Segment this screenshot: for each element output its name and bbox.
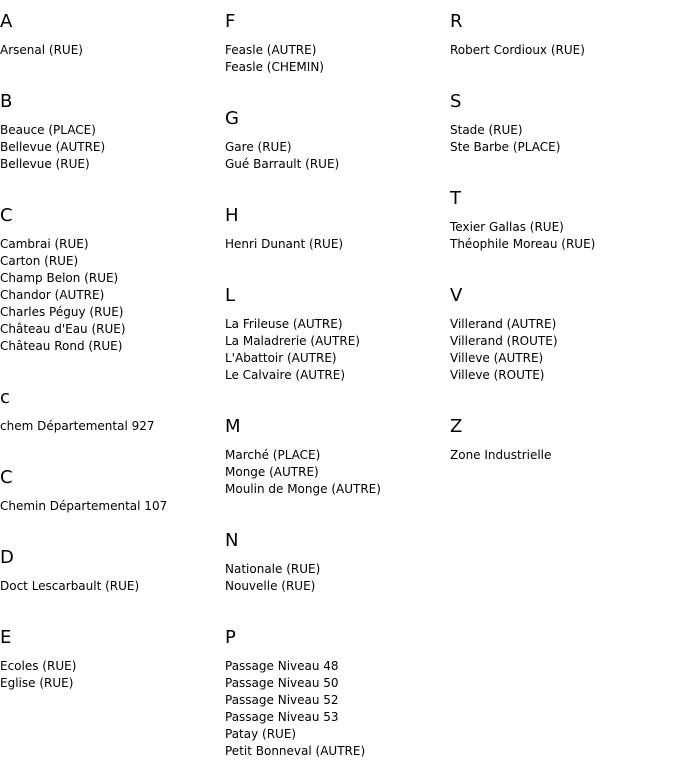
letter-group: [0, 616, 225, 713]
street-entry[interactable]: Charles Péguy (RUE): [0, 305, 124, 319]
street-entry[interactable]: Bellevue (RUE): [0, 157, 90, 171]
street-entry[interactable]: La Frileuse (AUTRE): [225, 317, 343, 331]
street-entry[interactable]: Petit Bonneval (AUTRE): [225, 744, 366, 758]
street-entry[interactable]: Château d'Eau (RUE): [0, 322, 126, 336]
letter-group: [225, 405, 450, 519]
street-list: [450, 316, 675, 405]
street-list: [0, 42, 225, 80]
street-entry[interactable]: Texier Gallas (RUE): [450, 220, 564, 234]
street-entry[interactable]: Moulin de Monge (AUTRE): [225, 482, 381, 496]
letter-group: [225, 519, 450, 616]
street-list: [450, 219, 675, 274]
street-entry[interactable]: Bellevue (AUTRE): [0, 140, 106, 154]
letter-group: [450, 405, 675, 485]
letter-group: [0, 0, 225, 80]
street-entry[interactable]: Le Calvaire (AUTRE): [225, 368, 345, 382]
letter-group: [0, 80, 225, 194]
street-list: [225, 42, 450, 97]
street-list: [225, 236, 450, 274]
letter-heading: V: [450, 285, 463, 306]
letter-group: [225, 274, 450, 405]
index-column-1: [0, 0, 225, 713]
street-entry[interactable]: Feasle (CHEMIN): [225, 60, 324, 74]
street-entry[interactable]: Marché (PLACE): [225, 448, 321, 462]
street-entry[interactable]: chem Départemental 927: [0, 419, 155, 433]
letter-heading: N: [225, 530, 239, 551]
street-list: [0, 418, 225, 456]
street-entry[interactable]: Villeve (AUTRE): [450, 351, 544, 365]
street-entry[interactable]: Zone Industrielle: [450, 448, 552, 462]
street-entry[interactable]: Ecoles (RUE): [0, 659, 77, 673]
letter-heading: H: [225, 205, 239, 226]
street-entry[interactable]: Stade (RUE): [450, 123, 523, 137]
letter-heading: B: [0, 91, 13, 112]
street-entry[interactable]: Carton (RUE): [0, 254, 79, 268]
letter-group: [450, 0, 675, 80]
street-entry[interactable]: Robert Cordioux (RUE): [450, 43, 585, 57]
street-entry[interactable]: Passage Niveau 50: [225, 676, 339, 690]
street-list: [450, 447, 675, 485]
letter-group: [225, 194, 450, 274]
street-entry[interactable]: Nationale (RUE): [225, 562, 321, 576]
letter-heading: M: [225, 416, 241, 437]
letter-group: [0, 536, 225, 616]
letter-heading: P: [225, 627, 236, 648]
letter-group: [450, 80, 675, 177]
street-entry[interactable]: Théophile Moreau (RUE): [450, 237, 596, 251]
street-list: [225, 139, 450, 194]
street-list: [450, 42, 675, 80]
street-entry[interactable]: Villeve (ROUTE): [450, 368, 545, 382]
street-entry[interactable]: Passage Niveau 53: [225, 710, 339, 724]
letter-heading: A: [0, 11, 13, 32]
street-entry[interactable]: Nouvelle (RUE): [225, 579, 316, 593]
street-entry[interactable]: L'Abattoir (AUTRE): [225, 351, 337, 365]
street-list: [225, 316, 450, 405]
street-list: [0, 236, 225, 376]
street-entry[interactable]: Champ Belon (RUE): [0, 271, 119, 285]
street-entry[interactable]: Villerand (AUTRE): [450, 317, 557, 331]
street-entry[interactable]: Patay (RUE): [225, 727, 297, 741]
letter-heading: C: [0, 205, 13, 226]
letter-heading: E: [0, 627, 12, 648]
letter-heading: C: [0, 467, 13, 488]
street-entry[interactable]: Henri Dunant (RUE): [225, 237, 344, 251]
street-entry[interactable]: Chemin Départemental 107: [0, 499, 168, 513]
street-entry[interactable]: Monge (AUTRE): [225, 465, 319, 479]
letter-heading: D: [0, 547, 14, 568]
letter-heading: S: [450, 91, 462, 112]
letter-group: [225, 616, 450, 781]
street-list: [450, 122, 675, 177]
street-entry[interactable]: Ste Barbe (PLACE): [450, 140, 561, 154]
letter-group: [450, 177, 675, 274]
street-entry[interactable]: Arsenal (RUE): [0, 43, 83, 57]
street-entry[interactable]: Gare (RUE): [225, 140, 292, 154]
index-column-3: [450, 0, 675, 485]
letter-heading: L: [225, 285, 236, 306]
letter-heading: Z: [450, 416, 463, 437]
letter-group: [0, 456, 225, 536]
street-entry[interactable]: Château Rond (RUE): [0, 339, 123, 353]
street-entry[interactable]: Passage Niveau 48: [225, 659, 339, 673]
street-list: [225, 561, 450, 616]
letter-group: [0, 194, 225, 376]
street-entry[interactable]: Villerand (ROUTE): [450, 334, 558, 348]
street-list: [225, 447, 450, 519]
street-list: [225, 658, 450, 781]
street-list: [0, 578, 225, 616]
letter-heading: G: [225, 108, 239, 129]
letter-group: [450, 274, 675, 405]
street-entry[interactable]: Doct Lescarbault (RUE): [0, 579, 140, 593]
letter-heading: F: [225, 11, 236, 32]
index-column-2: [225, 0, 450, 781]
street-list: [0, 658, 225, 713]
letter-heading: R: [450, 11, 463, 32]
street-entry[interactable]: Passage Niveau 52: [225, 693, 339, 707]
letter-group: [225, 97, 450, 194]
street-entry[interactable]: Cambrai (RUE): [0, 237, 89, 251]
letter-heading: c: [0, 387, 10, 408]
letter-heading: T: [450, 188, 461, 209]
street-entry[interactable]: Eglise (RUE): [0, 676, 74, 690]
street-list: [0, 122, 225, 194]
street-entry[interactable]: Chandor (AUTRE): [0, 288, 105, 302]
street-entry[interactable]: Feasle (AUTRE): [225, 43, 317, 57]
street-entry[interactable]: Gué Barrault (RUE): [225, 157, 340, 171]
street-entry[interactable]: La Maladrerie (AUTRE): [225, 334, 360, 348]
street-entry[interactable]: Beauce (PLACE): [0, 123, 96, 137]
street-list: [0, 498, 225, 536]
letter-group: [0, 376, 225, 456]
letter-group: [225, 0, 450, 97]
